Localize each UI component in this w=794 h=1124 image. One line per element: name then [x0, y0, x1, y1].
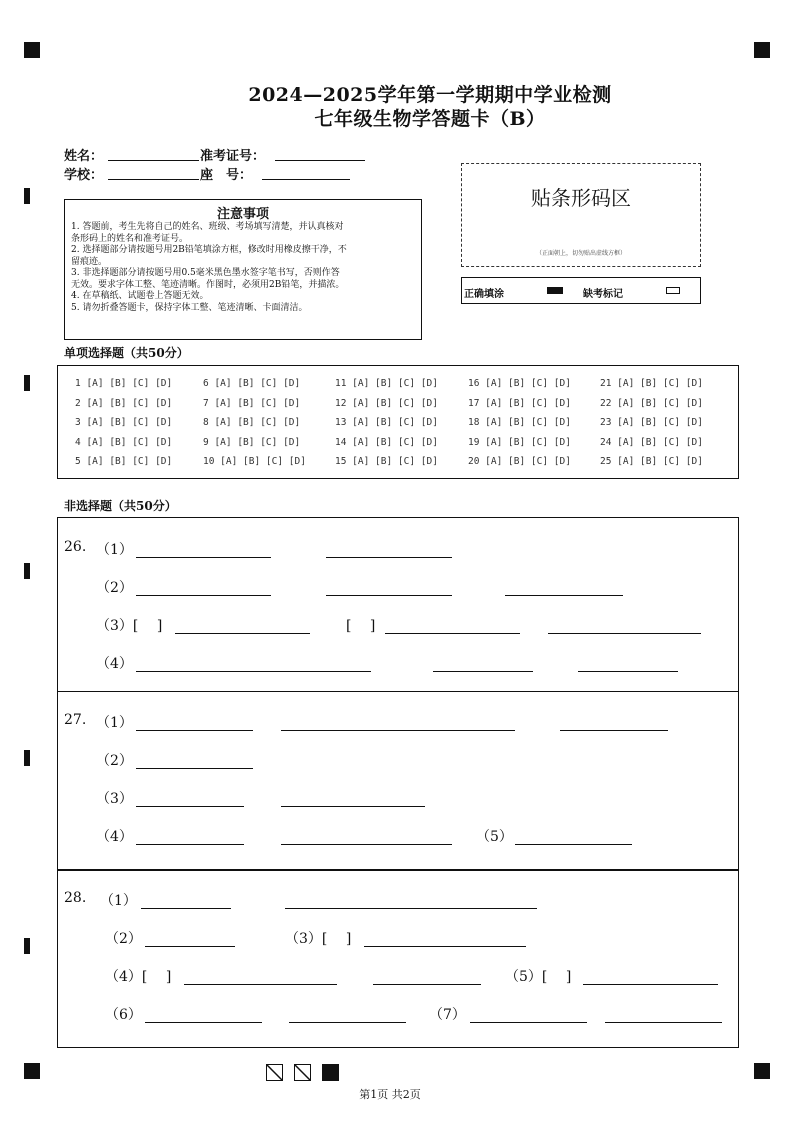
q28-number: 28.: [64, 890, 87, 906]
q27-1-answer-b[interactable]: [281, 730, 515, 731]
q26-3-answer-c[interactable]: [548, 633, 701, 634]
mcq-question-row[interactable]: 16 [A] [B] [C] [D]: [468, 378, 571, 389]
page-marker-crossed: [294, 1064, 311, 1081]
notice-line: 无效。要求字体工整、笔迹清晰。作图时，必须用2B铅笔，并描浓。: [71, 279, 345, 290]
barcode-label: 贴条形码区: [531, 186, 631, 210]
mcq-question-row[interactable]: 20 [A] [B] [C] [D]: [468, 456, 571, 467]
q28-7-answer-b[interactable]: [605, 1022, 722, 1023]
diagonal-line-icon: [267, 1065, 282, 1080]
notice-line: 1. 答题前，考生先将自己的姓名、班级、考场填写清楚，并认真核对: [71, 222, 344, 232]
exam-no-field[interactable]: [275, 160, 365, 161]
timing-mark: [24, 563, 30, 579]
q26-part3-bracket: [ ]: [346, 618, 376, 634]
q28-4-answer-b[interactable]: [373, 984, 481, 985]
q28-part6-label: （6）: [105, 1007, 142, 1023]
mcq-question-row[interactable]: 24 [A] [B] [C] [D]: [600, 436, 703, 448]
q26-3-answer-b[interactable]: [385, 633, 520, 634]
q28-part7-label: （7）: [429, 1007, 466, 1023]
q27-5-answer-a[interactable]: [515, 844, 632, 845]
mcq-column: [335, 374, 438, 472]
q27-1-answer-c[interactable]: [560, 730, 668, 731]
page-number: 第1页 共2页: [359, 1088, 421, 1101]
corner-mark-top-right: [754, 42, 770, 58]
notice-line: 5. 请勿折叠答题卡，保持字体工整、笔迹清晰、卡面清洁。: [71, 302, 308, 313]
mcq-question-row[interactable]: 8 [A] [B] [C] [D]: [203, 417, 301, 428]
q27-4-answer-b[interactable]: [281, 844, 452, 845]
q28-part5-label: （5）[ ]: [505, 969, 572, 985]
q26-2-answer-c[interactable]: [505, 595, 623, 596]
absent-mark-box[interactable]: [666, 287, 680, 294]
q27-part5-label: （5）: [476, 829, 513, 845]
mcq-column: [203, 374, 306, 472]
q28-part3-label: （3）[ ]: [285, 931, 352, 947]
mcq-question-row[interactable]: 2 [A] [B] [C] [D]: [75, 397, 173, 409]
mcq-column: [600, 374, 703, 472]
mcq-question-row[interactable]: 22 [A] [B] [C] [D]: [600, 397, 703, 409]
q26-number: 26.: [64, 539, 87, 555]
q28-1-answer-b[interactable]: [285, 908, 537, 909]
q26-1-answer-a[interactable]: [136, 557, 271, 558]
q28-6-answer-b[interactable]: [289, 1022, 406, 1023]
q26-part3-label: （3）[ ]: [96, 618, 163, 634]
q28-part2-label: （2）: [105, 931, 142, 947]
notice-box: [64, 199, 422, 340]
mcq-question-row[interactable]: 13 [A] [B] [C] [D]: [335, 417, 438, 428]
q27-3-answer-b[interactable]: [281, 806, 425, 807]
corner-mark-bottom-right: [754, 1063, 770, 1079]
q28-5-answer-a[interactable]: [583, 984, 718, 985]
timing-mark: [24, 375, 30, 391]
barcode-hint: （正面朝上，切勿贴出虚线方框）: [535, 250, 626, 257]
q27-number: 27.: [64, 712, 87, 728]
page-title: 2024—2025学年第一学期期中学业检测: [248, 84, 612, 106]
q26-part2-label: （2）: [96, 580, 133, 596]
q27-3-answer-a[interactable]: [136, 806, 244, 807]
q27-4-answer-a[interactable]: [136, 844, 244, 845]
q28-part1-label: （1）: [100, 893, 137, 909]
mcq-heading: 单项选择题（共50分）: [64, 346, 189, 360]
q26-3-answer-a[interactable]: [175, 633, 310, 634]
q27-part2-label: （2）: [96, 753, 133, 769]
mcq-question-row[interactable]: 17 [A] [B] [C] [D]: [468, 397, 571, 409]
mcq-question-row[interactable]: 11 [A] [B] [C] [D]: [335, 378, 438, 389]
notice-line: 3. 非选择题部分请按题号用0.5毫米黑色墨水签字笔书写，否则作答: [71, 268, 340, 278]
mcq-question-row[interactable]: 4 [A] [B] [C] [D]: [75, 436, 173, 448]
absent-mark-label: 缺考标记: [583, 289, 623, 300]
school-label: 学校：: [64, 168, 104, 183]
q26-4-answer-c[interactable]: [578, 671, 678, 672]
seat-field[interactable]: [262, 179, 350, 180]
q26-2-answer-b[interactable]: [326, 595, 452, 596]
page-marker-filled: [322, 1064, 339, 1081]
mcq-question-row[interactable]: 18 [A] [B] [C] [D]: [468, 417, 571, 428]
mcq-column: [75, 374, 172, 472]
correct-fill-sample: [547, 287, 563, 294]
mcq-question-row[interactable]: 14 [A] [B] [C] [D]: [335, 436, 438, 448]
correct-fill-label: 正确填涂: [464, 289, 504, 300]
q28-4-answer-a[interactable]: [184, 984, 337, 985]
page-subtitle: 七年级生物学答题卡（B）: [314, 108, 546, 130]
name-field[interactable]: [108, 160, 199, 161]
q26-2-answer-a[interactable]: [136, 595, 271, 596]
q28-6-answer-a[interactable]: [145, 1022, 262, 1023]
q27-part1-label: （1）: [96, 715, 133, 731]
mcq-question-row[interactable]: 3 [A] [B] [C] [D]: [75, 417, 173, 428]
q26-part1-label: （1）: [96, 542, 133, 558]
q27-part3-label: （3）: [96, 791, 133, 807]
notice-line: 4. 在草稿纸、试题卷上答题无效。: [71, 291, 209, 301]
page-marker-crossed: [266, 1064, 283, 1081]
nonmcq-heading: 非选择题（共50分）: [64, 499, 177, 513]
notice-line: 条形码上的姓名和准考证号。: [71, 233, 189, 244]
mcq-question-row[interactable]: 10 [A] [B] [C] [D]: [203, 456, 306, 467]
question-26-box: [57, 517, 739, 692]
notice-line: 2. 选择题部分请按题号用2B铅笔填涂方框，修改时用橡皮擦干净，不: [71, 245, 347, 255]
mcq-question-row[interactable]: 1 [A] [B] [C] [D]: [75, 378, 173, 389]
mcq-question-row[interactable]: 12 [A] [B] [C] [D]: [335, 397, 438, 409]
mcq-question-row[interactable]: 9 [A] [B] [C] [D]: [203, 436, 301, 448]
q28-3-answer-a[interactable]: [364, 946, 526, 947]
q27-part4-label: （4）: [96, 829, 133, 845]
seat-label: 座 号：: [200, 168, 253, 183]
fill-legend: [461, 277, 701, 304]
q27-2-answer-a[interactable]: [136, 768, 253, 769]
mcq-question-row[interactable]: 5 [A] [B] [C] [D]: [75, 456, 173, 467]
barcode-area: [461, 163, 701, 267]
q28-part4-label: （4）[ ]: [105, 969, 172, 985]
mcq-question-row[interactable]: 7 [A] [B] [C] [D]: [203, 397, 301, 409]
q27-1-answer-a[interactable]: [136, 730, 253, 731]
q26-1-answer-b[interactable]: [326, 557, 452, 558]
q28-2-answer-a[interactable]: [145, 946, 235, 947]
q26-4-answer-a[interactable]: [136, 671, 371, 672]
notice-line: 留痕迹。: [71, 256, 108, 267]
notice-title: 注意事项: [216, 207, 269, 222]
timing-mark: [24, 750, 30, 766]
mcq-question-row[interactable]: 23 [A] [B] [C] [D]: [600, 417, 703, 428]
school-field[interactable]: [108, 179, 199, 180]
mcq-question-row[interactable]: 25 [A] [B] [C] [D]: [600, 456, 703, 467]
q28-7-answer-a[interactable]: [470, 1022, 587, 1023]
mcq-question-row[interactable]: 15 [A] [B] [C] [D]: [335, 456, 438, 467]
mcq-question-row[interactable]: 6 [A] [B] [C] [D]: [203, 378, 301, 389]
mcq-question-row[interactable]: 19 [A] [B] [C] [D]: [468, 436, 571, 448]
mcq-answer-grid: [57, 365, 739, 479]
timing-mark: [24, 938, 30, 954]
mcq-question-row[interactable]: 21 [A] [B] [C] [D]: [600, 378, 703, 389]
corner-mark-top-left: [24, 42, 40, 58]
mcq-column: [468, 374, 571, 472]
timing-mark: [24, 188, 30, 204]
q26-part4-label: （4）: [96, 656, 133, 672]
q28-1-answer-a[interactable]: [141, 908, 231, 909]
exam-no-label: 准考证号：: [200, 149, 266, 164]
diagonal-line-icon: [295, 1065, 310, 1080]
q26-4-answer-b[interactable]: [433, 671, 533, 672]
name-label: 姓名：: [64, 149, 104, 164]
corner-mark-bottom-left: [24, 1063, 40, 1079]
